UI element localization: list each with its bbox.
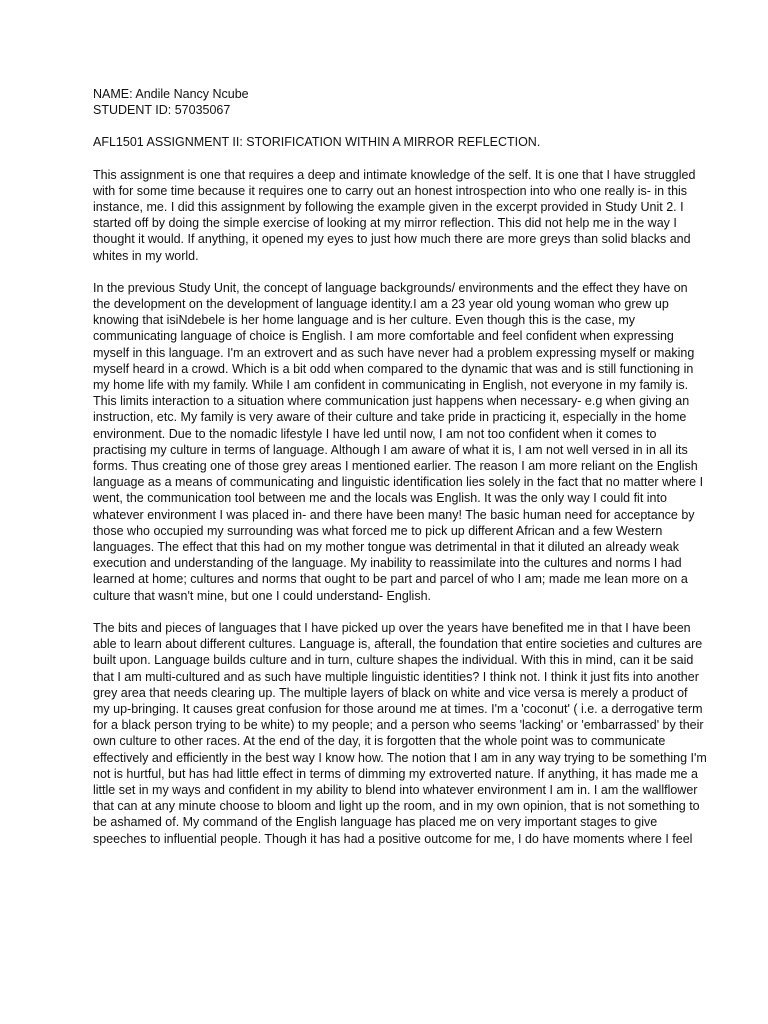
- paragraph-3: The bits and pieces of languages that I have picked up over the years have benefited me in that I have been able to learn about different cultures. Language is, afterall, the foundation that entire societies and cultures are built upon. Language builds culture and in turn, culture shapes the individual. With this in mind, can it be said that I am multi-cultured and as such have multiple linguistic identities? I think not. I think it just fits into another grey area that needs clearing up. The multiple layers of black on white and vice versa is merely a product of my up-bringing. It causes great confusion for those around me at times. I'm a 'coconut' ( i.e. a derrogative term for a black person trying to be white) to my people; and a person who seems 'lacking' or 'embarrassed' by their own culture to other races. At the end of the day, it is forgotten that the whole point was to communicate effectively and efficiently in the best way I know how. The notion that I am in any way trying to be something I'm not is hurtful, but has had little effect in terms of dimming my extroverted nature. If anything, it has made me a little set in my ways and confident in my ability to blend into whatever environment I am in. I am the wallflower that can at any minute choose to bloom and light up the room, and in my own opinion, that is not something to be ashamed of. My command of the English language has placed me on very important stages to give speeches to influential people. Though it has had a positive outcome for me, I do have moments where I feel: [93, 620, 707, 846]
- student-id: STUDENT ID: 57035067: [93, 103, 231, 118]
- paragraph-2: In the previous Study Unit, the concept of language backgrounds/ environments and the effect they have on the development on the development of language identity.I am a 23 year old young woman who grew up knowing that isiNdebele is her home language and is her culture. Even though this is the case, my communicating language of choice is English. I am more comfortable and feel confident when expressing myself in this language. I'm an extrovert and as such have never had a problem expressing myself or making myself heard in a crowd. Which is a bit odd when compared to the dynamic that was and is still functioning in my home life with my family. While I am confident in communicating in English, not everyone in my family is. This limits interaction to a situation where communication just happens when necessary- e.g when giving an instruction, etc. My family is very aware of their culture and take pride in practicing it, especially in the home environment. Due to the nomadic lifestyle I have led until now, I am not too confident when it comes to practising my culture in terms of language. Although I am aware of what it is, I am not well versed in in all its forms. Thus creating one of those grey areas I mentioned earlier. The reason I am more reliant on the English language as a means of communicating and linguistic identification lies solely in the fact that no matter where I went, the communication tool between me and the locals was English. It was the only way I could fit into whatever environment I was placed in- and there have been many! The basic human need for acceptance by those who occupied my surrounding was what forced me to pick up different African and a few Western languages. The effect that this had on my mother tongue was detrimental in that it diluted an already weak execution and understanding of the language. My inability to reassimilate into the cultures and norms I had learned at home; cultures and norms that ought to be part and parcel of who I am; made me lean more on a culture that wasn't mine, but one I could understand- English.: [93, 280, 704, 603]
- assignment-title: AFL1501 ASSIGNMENT II: STORIFICATION WITHIN A MIRROR REFLECTION.: [93, 135, 541, 150]
- student-name: NAME: Andile Nancy Ncube: [93, 87, 249, 101]
- paragraph-1: This assignment is one that requires a deep and intimate knowledge of the self. It is one that I have struggled with for some time because it requires one to carry out an honest introspection into who one really is- in this instance, me. I did this assignment by following the example given in the excerpt provided in Study Unit 2. I started off by doing the simple exercise of looking at my mirror reflection. This did not help me in the way I thought it would. If anything, it opened my eyes to just how much there are more greys than solid blacks and whites in my world.: [93, 167, 696, 263]
- document-page: [93, 86, 707, 847]
